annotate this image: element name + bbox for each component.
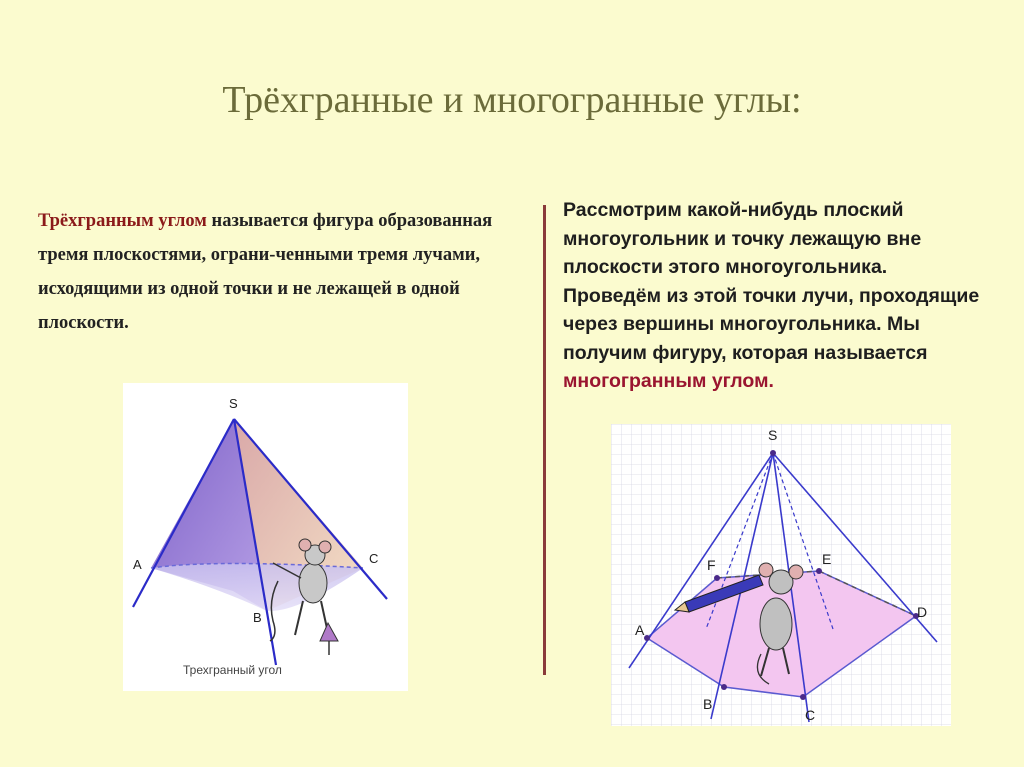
left-definition-text: называется фигура образованная тремя плоскостями, ограни-ченными тремя лучами, исходящими из одной точки и не лежащей в одной плоскости. [38, 211, 493, 333]
label-a: A [133, 557, 142, 572]
left-definition [38, 204, 498, 340]
label-f: F [707, 557, 716, 573]
right-description-text: Рассмотрим какой-нибудь плоский многоугольник и точку лежащую вне плоскости этого многоугольника. Проведём из этой точки лучи, проходящие через вершины многоугольника. Мы получим фигуру, которая называется [563, 199, 980, 364]
polyhedral-angle-figure [611, 424, 951, 726]
label-a: A [635, 622, 645, 638]
right-description [563, 196, 983, 396]
label-s: S [768, 427, 778, 443]
trihedral-angle-figure [123, 383, 408, 691]
label-e: E [822, 551, 832, 567]
trihedral-angle-diagram [123, 383, 408, 691]
label-s: S [229, 396, 238, 411]
label-b: B [703, 696, 713, 712]
label-c: C [369, 551, 379, 566]
polyhedral-angle-diagram [611, 424, 951, 726]
left-term: Трёхгранным углом [38, 211, 207, 231]
slide-title: Трёхгранные и многогранные углы: [222, 79, 802, 121]
label-b: B [253, 610, 262, 625]
right-term: многогранным углом. [563, 370, 774, 392]
label-d: D [917, 604, 928, 620]
column-divider [543, 205, 546, 675]
figure1-caption: Трехгранный угол [183, 663, 282, 677]
label-c: C [805, 707, 816, 723]
